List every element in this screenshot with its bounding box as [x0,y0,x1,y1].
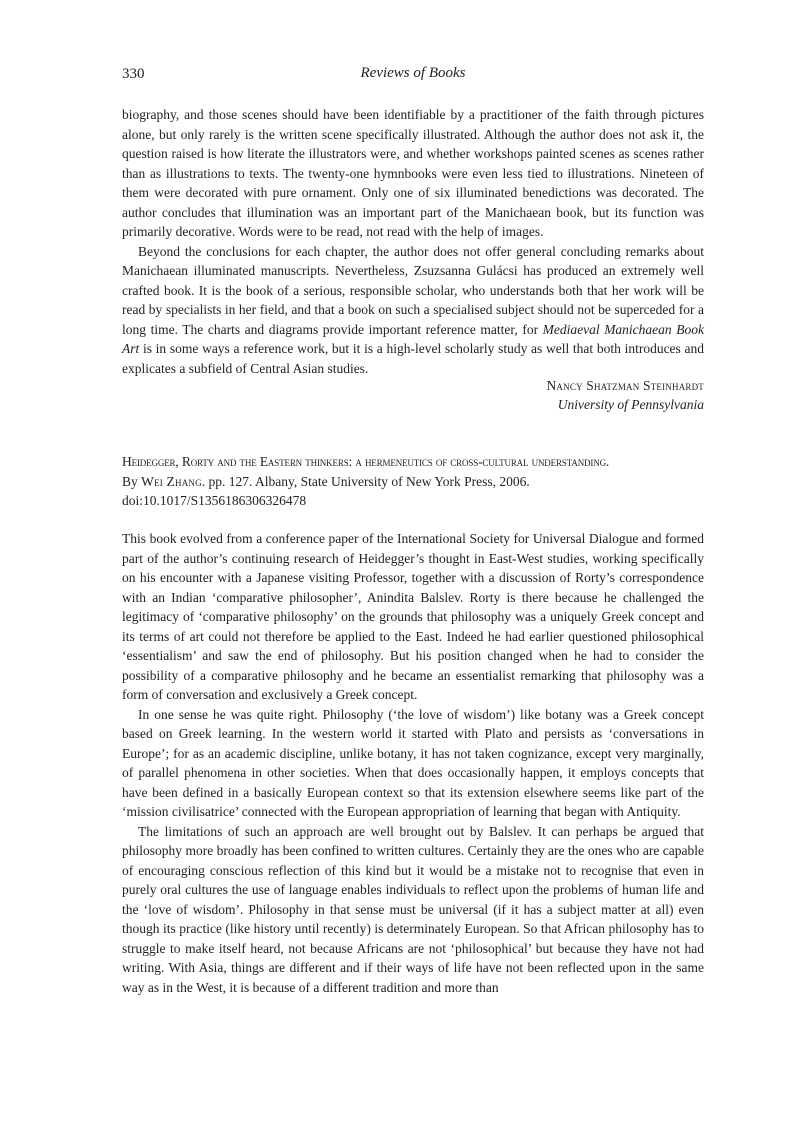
book-title-italic: Mediaeval Manichaean Book Art [122,321,704,356]
review-body [122,529,704,997]
paragraph: In one sense he was quite right. Philosophy (‘the love of wisdom’) like botany was a Greek concept based on Greek learning. In the western world it started with Plato and persists as ‘conversations in Europe’; for as an academic discipline, unlike botany, it has not taken cognizance, except very marginally, of parallel phenomena in other societies. When that does occasionally happen, it employs concepts that have been defined in a basically European context so that its extension elsewhere seems like part of the ‘mission civilisatrice’ connected with the European appropriation of learning that began with Antiquity. [122,706,704,819]
paragraph: biography, and those scenes should have been identifiable by a practitioner of the faith through pictures alone, but only rarely is the written scene specifically illustrated. Although the author does not ask it, the question raised is how literate the illustrators were, and whether workshops painted scenes as scenes rather than as illustrations to texts. The twenty-one hymnbooks were even less tied to illustrations. Nineteen of them were decorated with pure ornament. Only one of six illuminated benedictions was decorated. The author concludes that illumination was an important part of the Manichaean book, but its function was primarily decorative. Words were to be read, not read with the help of images. [122,107,704,239]
book-title: Heidegger, Rorty and the Eastern thinkers: a hermeneutics of cross-cultural understanding. [122,454,610,469]
paragraph: This book evolved from a conference paper of the International Society for Universal Dialogue and formed part of the author’s continuing research of Heidegger’s thought in East-West studies, working specifically on his encounter with a Japanese visiting Professor, together with a discussion of Rorty’s correspondence with an Indian ‘comparative philosopher’, Anindita Balslev. Rorty is there because he challenged the legitimacy of ‘comparative philosophy’ on the grounds that philosophy was a uniquely Greek concept and its terms of art could not therefore be applied to the East. Indeed he had earlier questioned philosophical ‘essentialism’ and saw the end of philosophy. But his position changed when he had to consider the possibility of a comparative philosophy and he became an essentialist remarking that philosophy was a form of conversation and exclusively a Greek concept. [122,531,704,702]
paragraph [122,242,704,379]
doi: doi:10.1017/S1356186306326478 [122,493,307,508]
reviewer-affiliation: University of Pennsylvania [557,397,704,412]
reviewer-name: Nancy Shatzman Steinhardt [546,378,704,393]
reviewer-signature [546,376,704,414]
publication-details: . pp. 127. Albany, State University of New York Press, 2006. [201,473,530,489]
paragraph-text: Beyond the conclusions for each chapter, the author does not offer general concluding remarks about Manichaean illuminated manuscripts. Nevertheless, Zsuzsanna Gulácsi has produced an extremely well crafted book. It is the book of a serious, responsible scholar, who understands both that her work will be read by specialists in her field, and that a book on such a specialised subject should not be superceded for a long time. The charts and diagrams provide important reference matter, for [122,243,704,337]
review-continuation [122,105,704,378]
book-author: Wei Zhang [141,473,202,489]
book-publication [122,472,707,492]
running-head: Reviews of Books [360,65,466,81]
review-citation [122,452,707,511]
paragraph: The limitations of such an approach are well brought out by Balslev. It can perhaps be argued that philosophy more broadly has been confined to written cultures. Certainly they are the ones who are capable of encouraging conscious reflection of this kind but it would be a mistake not to recognise that even in purely oral cultures the use of language enables individuals to reflect upon the problems of human life and the ‘love of wisdom’. Philosophy in that sense must be universal (if it has a subject matter at all) even though its practice (like history until recently) is determinately European. So that African philosophy has to struggle to make itself heard, not because Africans are not ‘philosophical’ but because they have not had writing. With Asia, things are different and if their ways of life have not been reflected upon in the same way as in the West, it is because of a different tradition and more than [122,823,704,995]
by-label: By [122,473,138,489]
page-number: 330 [122,66,145,82]
page-header [122,64,704,86]
paragraph-text: is in some ways a reference work, but it is a high-level scholarly study as well that both introduces and explicates a subfield of Central Asian studies. [122,341,704,376]
